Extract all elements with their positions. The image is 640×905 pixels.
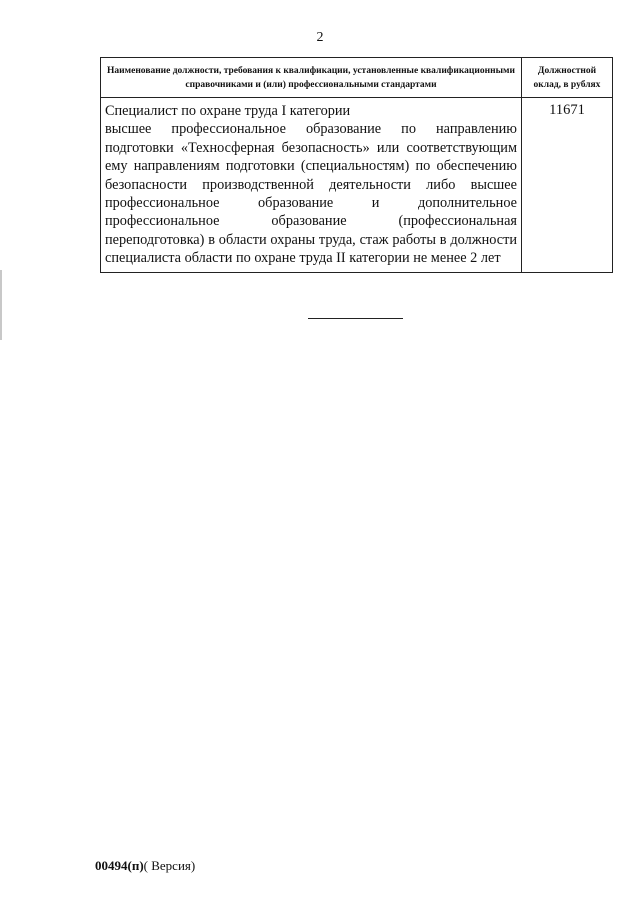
position-requirements: высшее профессиональное образование по направлению подготовки «Техносферная безопасность» или соответствующим ему направлениям подготовки (специальностям) по обеспечению безопасности производственной деятельности либо высшее профессиональное образование и дополнительное профессиональное образование (профессиональная переподготовка) в области охраны труда, стаж работы в должности специалиста области по охране труда II категории не менее 2 лет bbox=[105, 121, 517, 267]
header-salary: Должностной оклад, в рублях bbox=[522, 58, 613, 98]
salary-table bbox=[100, 57, 613, 273]
header-position-requirements: Наименование должности, требования к квалификации, установленные квалификационными справочниками и (или) профессиональными стандартами bbox=[101, 58, 522, 98]
page-number: 2 bbox=[316, 30, 324, 45]
position-title: Специалист по охране труда I категории bbox=[105, 103, 351, 119]
salary-value: 11671 bbox=[522, 98, 613, 273]
table-row bbox=[101, 98, 613, 273]
end-of-table-rule bbox=[308, 318, 403, 319]
document-code-version: ( Версия) bbox=[143, 858, 196, 873]
document-code bbox=[95, 858, 195, 874]
table-header-row bbox=[101, 58, 613, 98]
document-code-number: 00494(п) bbox=[95, 858, 144, 873]
position-cell bbox=[101, 98, 522, 273]
scan-edge-mark bbox=[0, 270, 2, 340]
